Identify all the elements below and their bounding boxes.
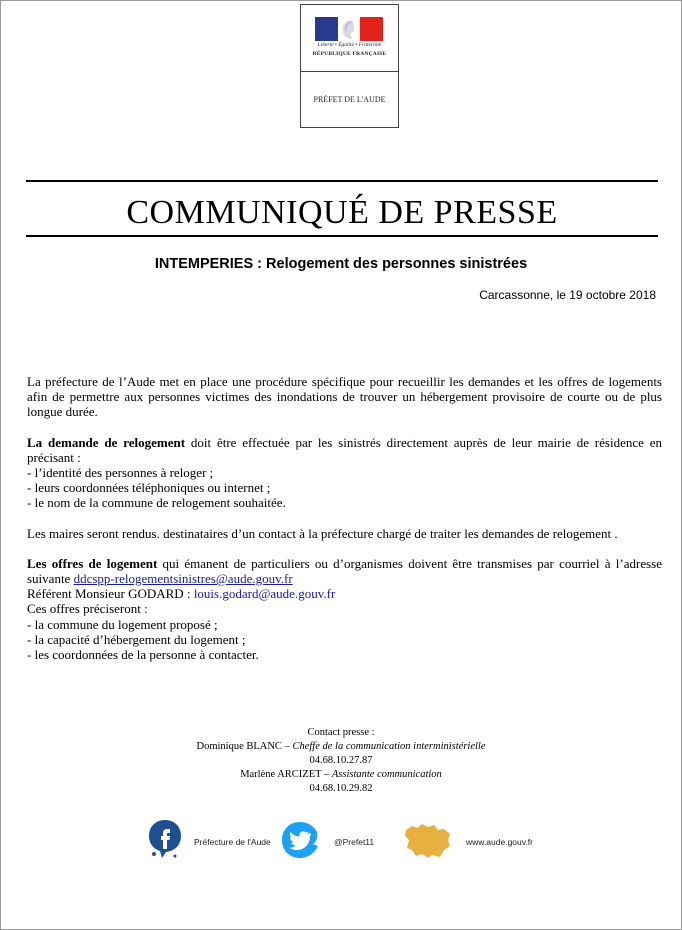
list-item: - la commune du logement proposé ;: [27, 616, 218, 632]
subtitle: INTEMPERIES : Relogement des personnes sinistrées: [154, 256, 528, 272]
place-date: Carcassonne, le 19 octobre 2018: [479, 288, 656, 302]
title-top-rule: [26, 180, 658, 182]
logo-republic-text: RÉPUBLIQUE FRANÇAISE: [312, 51, 387, 57]
contact-role: Assistante communication: [331, 769, 442, 780]
page-title: COMMUNIQUÉ DE PRESSE: [126, 194, 558, 231]
body-text: [27, 374, 662, 662]
list-item: - les coordonnées de la personne à contacter.: [27, 647, 259, 663]
intro-paragraph: La préfecture de l’Aude met en place une procédure spécifique pour recueillir les demandes et les offres de logements afin de permettre aux personnes victimes des inondations de trouver un hébergement provisoire de courte ou de plus longue durée.: [27, 374, 662, 420]
contact-name: Dominique BLANC –: [196, 741, 293, 752]
twitter-icon[interactable]: [280, 820, 320, 860]
referent-email-link[interactable]: louis.godard@aude.gouv.fr: [193, 586, 336, 602]
logo-motto: Liberté • Égalité • Fraternité: [317, 42, 382, 48]
demande-heading: La demande de relogement: [27, 434, 186, 450]
twitter-label[interactable]: @Prefet11: [334, 837, 375, 847]
referent-label: Référent Monsieur GODARD :: [27, 586, 194, 602]
contact-role: Cheffe de la communication interministérielle: [292, 741, 486, 752]
marianne-flag-icon: [315, 17, 383, 41]
title-bottom-rule: [26, 235, 658, 237]
contact-person-1: [0, 740, 682, 754]
website-label[interactable]: www.aude.gouv.fr: [466, 837, 533, 847]
list-item: - le nom de la commune de relogement souhaitée.: [27, 495, 286, 511]
relogement-email-link[interactable]: ddcspp-relogementsinistres@aude.gouv.fr: [73, 571, 293, 587]
demande-paragraph: [27, 435, 662, 465]
social-footer: [0, 818, 682, 862]
demande-text: doit être effectuée par les sinistrés directement auprès de leur mairie de résidence en précisant :: [27, 434, 662, 465]
list-item: - leurs coordonnées téléphoniques ou internet ;: [27, 480, 271, 496]
maires-paragraph: Les maires seront rendus. destinataires d’un contact à la préfecture chargé de traiter les demandes de relogement .: [27, 525, 618, 541]
offres-heading: Les offres de logement: [27, 555, 158, 571]
contact-heading: Contact presse :: [307, 727, 375, 738]
offres-precise: Ces offres préciseront :: [27, 601, 148, 617]
list-item: - la capacité d’hébergement du logement ;: [27, 631, 246, 647]
contact-person-2: [0, 768, 682, 782]
offres-text: qui émanent de particuliers ou d’organismes doivent être transmises par courriel à l’adresse suivante: [27, 555, 662, 587]
referent-line: [27, 586, 662, 601]
contact-phone: 04.68.10.27.87: [309, 755, 373, 766]
offres-paragraph: [27, 556, 662, 586]
contact-name: Marlène ARCIZET –: [240, 769, 332, 780]
contact-phone: 04.68.10.29.82: [309, 783, 373, 794]
facebook-icon[interactable]: [146, 818, 184, 860]
marianne-logo-block: [300, 4, 399, 128]
press-contact: [0, 726, 682, 796]
facebook-label[interactable]: Préfecture de l'Aude: [194, 837, 271, 847]
list-item: - l’identité des personnes à reloger ;: [27, 465, 214, 481]
aude-map-icon[interactable]: [404, 822, 452, 860]
prefecture-name: PRÉFET DE L'AUDE: [313, 95, 386, 104]
marianne-logo: [301, 5, 398, 72]
